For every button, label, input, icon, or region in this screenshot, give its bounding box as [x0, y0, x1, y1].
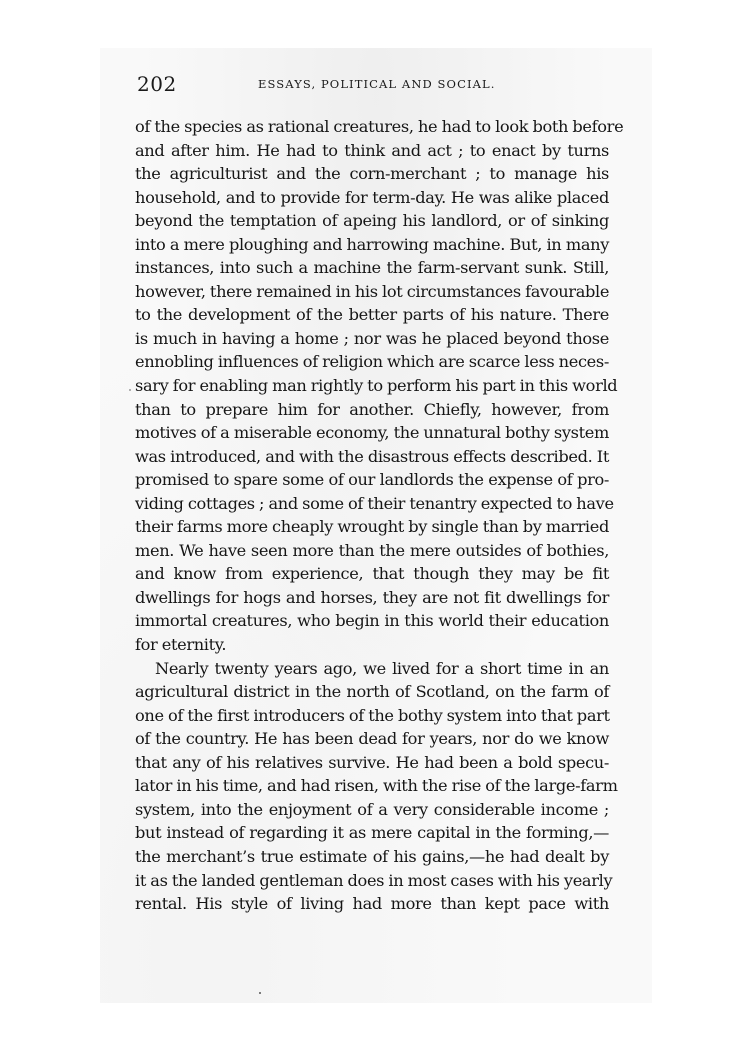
text-line: the merchant’s true estimate of his gains,—he had dealt by	[135, 846, 609, 866]
scan-speck	[129, 389, 131, 391]
text-line: of the country. He has been dead for years, nor do we know	[135, 729, 609, 749]
text-line: ennobling influences of religion which are scarce less neces-	[135, 352, 609, 372]
text-line: instances, into such a machine the farm-servant sunk. Still,	[135, 258, 609, 278]
page-number: 202	[137, 72, 177, 96]
text-line: promised to spare some of our landlords the expense of pro-	[135, 470, 609, 490]
text-line: to the development of the better parts of his nature. There	[135, 305, 609, 325]
text-line: than to prepare him for another. Chiefly, however, from	[135, 399, 609, 419]
text-line: into a mere ploughing and harrowing machine. But, in many	[135, 234, 609, 254]
text-line: Nearly twenty years ago, we lived for a short time in an	[155, 658, 609, 678]
text-line: that any of his relatives survive. He had been a bold specu-	[135, 752, 609, 772]
text-line: lator in his time, and had risen, with the rise of the large-farm	[135, 776, 618, 796]
text-line: however, there remained in his lot circumstances favourable	[135, 281, 610, 301]
text-line: immortal creatures, who begin in this world their education	[135, 611, 609, 631]
text-line: but instead of regarding it as mere capital in the forming,—	[135, 823, 609, 843]
scan-speck	[259, 992, 261, 994]
text-line: and after him. He had to think and act ; to enact by turns	[135, 140, 609, 160]
text-line: of the species as rational creatures, he had to look both before	[135, 117, 624, 136]
text-line: motives of a miserable economy, the unnatural bothy system	[135, 423, 609, 443]
text-line: household, and to provide for term-day. He was alike placed	[135, 187, 609, 207]
text-line: sary for enabling man rightly to perform his part in this world	[135, 376, 618, 396]
body-text	[135, 115, 624, 916]
text-line: beyond the temptation of apeing his landlord, or of sinking	[135, 211, 609, 231]
text-line: is much in having a home ; nor was he placed beyond those	[135, 328, 609, 348]
text-line: viding cottages ; and some of their tenantry expected to have	[135, 493, 614, 513]
text-line: system, into the enjoyment of a very considerable income ;	[135, 799, 609, 819]
running-title: ESSAYS, POLITICAL AND SOCIAL.	[258, 77, 496, 91]
text-line: was introduced, and with the disastrous effects described. It	[135, 446, 609, 466]
text-line: for eternity.	[135, 635, 227, 655]
text-line: agricultural district in the north of Scotland, on the farm of	[135, 682, 609, 702]
running-head	[137, 72, 609, 98]
text-line: rental. His style of living had more than kept pace with	[135, 894, 609, 914]
text-line: their farms more cheaply wrought by single than by married	[135, 517, 609, 537]
text-line: it as the landed gentleman does in most cases with his yearly	[135, 870, 613, 890]
text-line: men. We have seen more than the mere outsides of bothies,	[135, 540, 609, 560]
text-line: one of the first introducers of the bothy system into that part	[135, 705, 610, 725]
text-line: dwellings for hogs and horses, they are not fit dwellings for	[135, 587, 609, 607]
text-line: and know from experience, that though they may be fit	[135, 564, 609, 584]
text-line: the agriculturist and the corn-merchant ; to manage his	[135, 164, 609, 184]
